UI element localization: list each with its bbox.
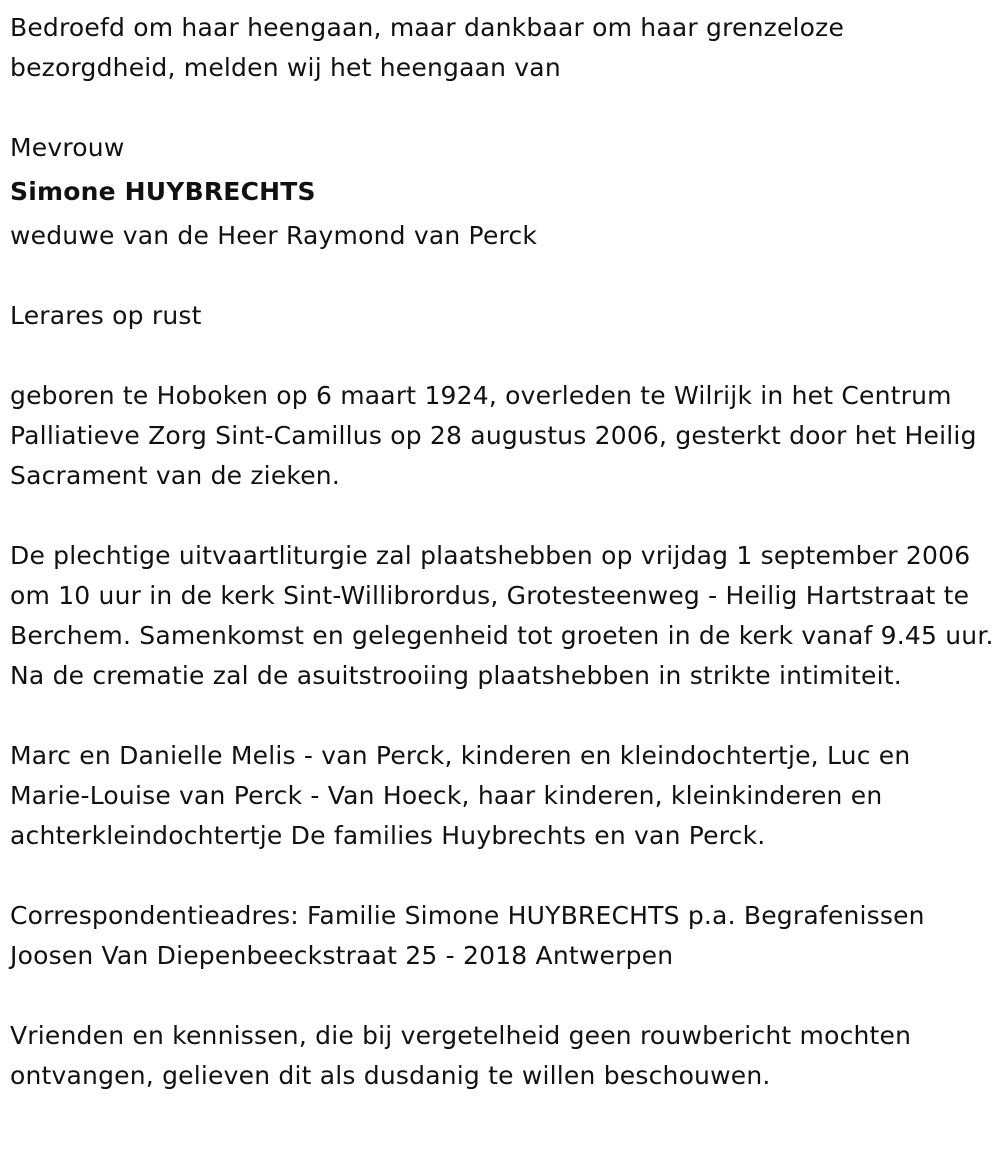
profession-line: Lerares op rust: [10, 301, 202, 330]
salutation: Mevrouw: [10, 133, 125, 162]
spacer: [10, 856, 995, 896]
obituary-document: [10, 8, 995, 1096]
intro-paragraph: Bedroefd om haar heengaan, maar dankbaar om haar grenzeloze bezorgdheid, melden wij het heengaan van: [10, 13, 845, 82]
spacer: [10, 336, 995, 376]
funeral-paragraph: De plechtige uitvaartliturgie zal plaatshebben op vrijdag 1 september 2006 om 10 uur in de kerk Sint-Willibrordus, Grotesteenweg - Heilig Hartstraat te Berchem. Samenkomst en gelegenheid tot groeten in de kerk vanaf 9.45 uur. Na de crematie zal de asuitstrooiing plaatshebben in strikte intimiteit.: [10, 541, 994, 690]
family-paragraph: Marc en Danielle Melis - van Perck, kinderen en kleindochtertje, Luc en Marie-Louise van Perck - Van Hoeck, haar kinderen, kleinkinderen en achterkleindochtertje De families Huybrechts en van Perck.: [10, 741, 911, 850]
spacer: [10, 976, 995, 1016]
closing-paragraph: Vrienden en kennissen, die bij vergetelheid geen rouwbericht mochten ontvangen, gelieven dit als dusdanig te willen beschouwen.: [10, 1021, 912, 1090]
spacer: [10, 256, 995, 296]
relation-line: weduwe van de Heer Raymond van Perck: [10, 221, 538, 250]
deceased-name: Simone HUYBRECHTS: [10, 177, 316, 206]
spacer: [10, 696, 995, 736]
correspondence-paragraph: Correspondentieadres: Familie Simone HUYBRECHTS p.a. Begrafenissen Joosen Van Diepenbeeckstraat 25 - 2018 Antwerpen: [10, 901, 925, 970]
birth-death-paragraph: geboren te Hoboken op 6 maart 1924, overleden te Wilrijk in het Centrum Palliatieve Zorg Sint-Camillus op 28 augustus 2006, gesterkt door het Heilig Sacrament van de zieken.: [10, 381, 977, 490]
spacer: [10, 88, 995, 128]
spacer: [10, 496, 995, 536]
